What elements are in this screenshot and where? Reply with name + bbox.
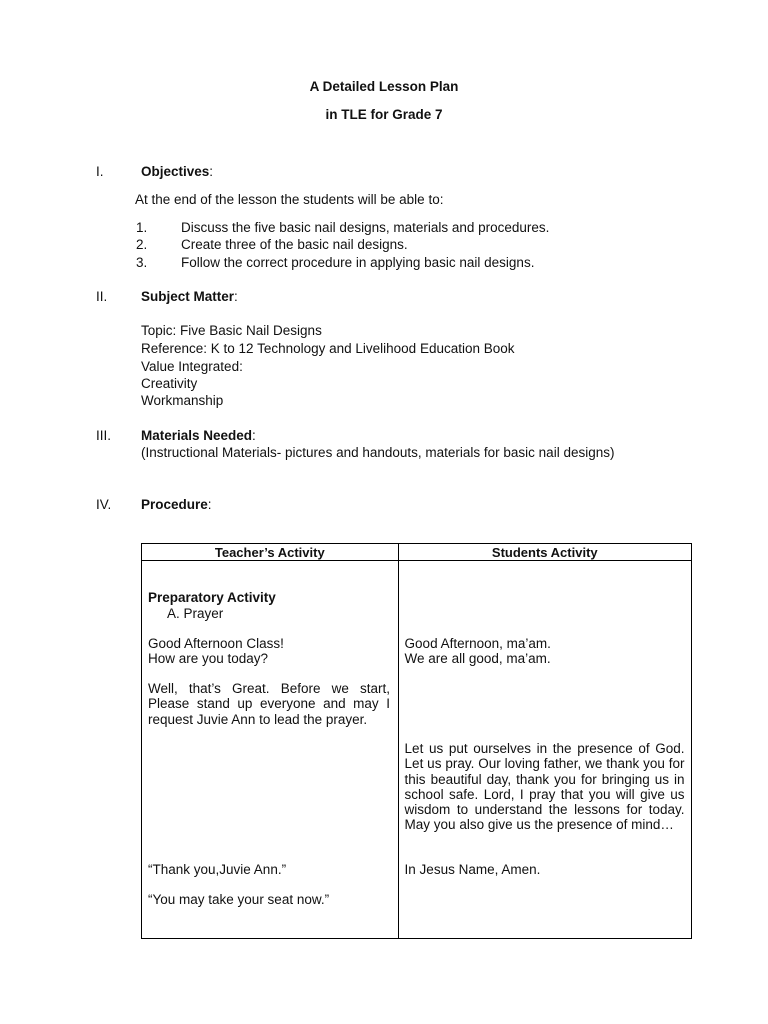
objective-item-3: Follow the correct procedure in applying basic nail designs. — [181, 255, 535, 270]
section-numeral-objectives: I. — [96, 164, 104, 179]
objectives-heading-text: Objectives — [141, 164, 210, 179]
subject-value-integrated: Value Integrated: — [141, 359, 243, 374]
teacher-seat-instruction: “You may take your seat now.” — [148, 892, 330, 907]
subject-topic: Topic: Five Basic Nail Designs — [141, 323, 322, 338]
students-activity-cell — [398, 561, 691, 939]
subject-reference: Reference: K to 12 Technology and Livelihood Education Book — [141, 341, 515, 356]
materials-colon: : — [252, 428, 256, 443]
document-subtitle: in TLE for Grade 7 — [325, 107, 443, 122]
section-heading-materials — [141, 428, 256, 443]
table-header-row — [142, 544, 692, 561]
section-heading-subject-matter — [141, 289, 238, 304]
header-teacher-activity: Teacher’s Activity — [142, 544, 399, 561]
subject-matter-colon: : — [234, 289, 238, 304]
subject-matter-heading-text: Subject Matter — [141, 289, 235, 304]
students-greeting-1: Good Afternoon, ma’am. — [404, 636, 551, 651]
objective-number-3: 3. — [136, 255, 148, 270]
section-numeral-materials: III. — [96, 428, 112, 443]
document-title: A Detailed Lesson Plan — [309, 79, 459, 94]
objective-number-2: 2. — [136, 237, 148, 252]
students-prayer-text: Let us put ourselves in the presence of God. Let us pray. Our loving father, we thank you for this beautiful day, thank you for bringing us in school safe. Lord, I pray that you will give us wisdom to understand the lessons for today. May you also give us the presence of mind… — [404, 741, 685, 833]
materials-heading-text: Materials Needed — [141, 428, 253, 443]
objective-item-1: Discuss the five basic nail designs, materials and procedures. — [181, 220, 550, 235]
teacher-prayer-request: Well, that’s Great. Before we start, Please stand up everyone and may I request Juvie Ann to lead the prayer. — [148, 681, 390, 727]
teacher-greeting-1: Good Afternoon Class! — [148, 636, 284, 651]
materials-list: (Instructional Materials- pictures and handouts, materials for basic nail designs) — [141, 445, 615, 460]
teacher-greeting-2: How are you today? — [148, 651, 269, 666]
subject-value-workmanship: Workmanship — [141, 393, 224, 408]
prayer-subitem: A. Prayer — [167, 606, 224, 621]
objectives-colon: : — [209, 164, 214, 179]
procedure-colon: : — [207, 497, 212, 512]
section-numeral-procedure: IV. — [96, 497, 112, 512]
teacher-thanks: “Thank you,Juvie Ann.” — [148, 862, 287, 877]
procedure-heading-text: Procedure — [141, 497, 208, 512]
students-amen: In Jesus Name, Amen. — [404, 862, 541, 877]
preparatory-activity-title: Preparatory Activity — [148, 590, 276, 605]
objectives-intro: At the end of the lesson the students will be able to: — [135, 192, 444, 207]
subject-value-creativity: Creativity — [141, 376, 198, 391]
table-row — [142, 561, 692, 939]
objective-item-2: Create three of the basic nail designs. — [181, 237, 408, 252]
objective-number-1: 1. — [136, 220, 148, 235]
section-heading-objectives — [141, 164, 213, 179]
header-students-activity: Students Activity — [398, 544, 691, 561]
students-greeting-2: We are all good, ma’am. — [404, 651, 551, 666]
procedure-table — [141, 543, 692, 939]
section-heading-procedure — [141, 497, 212, 512]
teacher-activity-cell — [142, 561, 399, 939]
section-numeral-subject-matter: II. — [96, 289, 108, 304]
